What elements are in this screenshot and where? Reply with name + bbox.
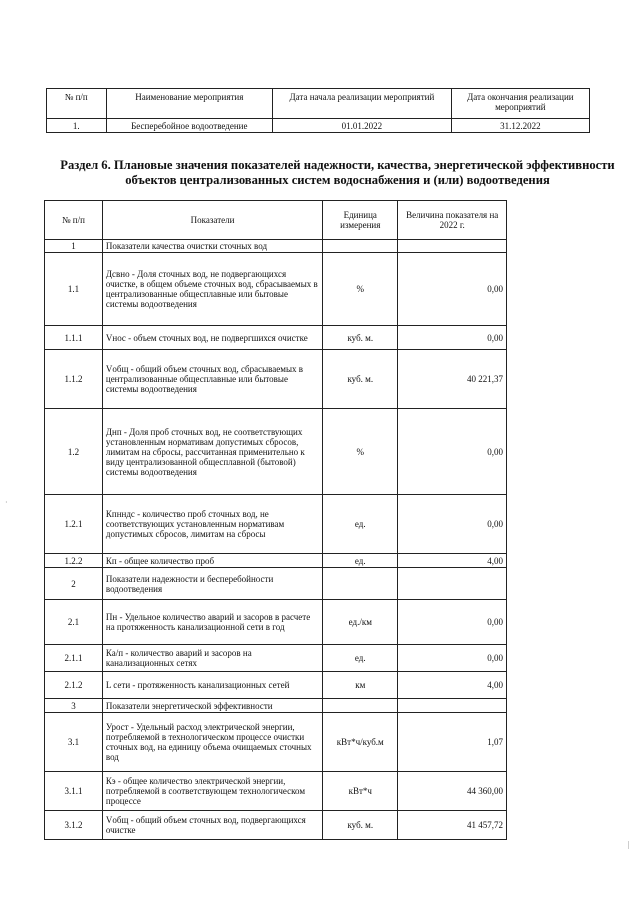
row-number: 2.1.2 (45, 672, 103, 699)
row-number: 1.2.2 (45, 554, 103, 568)
header-cell: Единица измерения (323, 201, 398, 240)
table-row (45, 240, 507, 253)
cell: 1. (47, 119, 107, 133)
value: 0,00 (398, 645, 507, 672)
unit: куб. м. (323, 350, 398, 409)
value: 4,00 (398, 554, 507, 568)
unit: кВт*ч/куб.м (323, 713, 398, 772)
scan-mark: · (5, 498, 8, 507)
row-number: 1.2.1 (45, 495, 103, 554)
row-number: 1.1.2 (45, 350, 103, 409)
row-number: 3.1.1 (45, 772, 103, 811)
row-number: 1.1.1 (45, 326, 103, 350)
unit: ед. (323, 645, 398, 672)
value (398, 240, 507, 253)
indicator-name: Пн - Удельное количество аварий и засоров в расчете на протяженность канализационной сети в год (102, 600, 322, 645)
value (398, 699, 507, 713)
indicator-name: Vнос - объем сточных вод, не подвергшихся очистке (102, 326, 322, 350)
unit: кВт*ч (323, 772, 398, 811)
table-row (45, 600, 507, 645)
indicators-table (44, 200, 507, 840)
row-number: 2.1 (45, 600, 103, 645)
indicator-name: L сети - протяженность канализационных сетей (102, 672, 322, 699)
table-row (45, 699, 507, 713)
table-row (45, 495, 507, 554)
row-number: 1.1 (45, 253, 103, 326)
indicator-name: Кэ - общее количество электрической энергии, потребляемой в соответствующем технологическом процессе (102, 772, 322, 811)
table-row (45, 568, 507, 600)
section-title-line: объектов централизованных систем водоснабжения и (или) водоотведения (125, 173, 550, 187)
section-title (50, 158, 625, 188)
indicator-name: Vобщ - общий объем сточных вод, подвергающихся очистке (102, 811, 322, 840)
unit: % (323, 253, 398, 326)
header-cell: Показатели (102, 201, 322, 240)
cell: Бесперебойное водоотведение (106, 119, 273, 133)
header-cell: № п/п (47, 89, 107, 119)
table-row (45, 772, 507, 811)
table-row (47, 119, 590, 133)
unit: ед./км (323, 600, 398, 645)
table-row (45, 811, 507, 840)
indicator-name: Дсвно - Доля сточных вод, не подвергающихся очистке, в общем объеме сточных вод, сбрасываемых в централизованные общесплавные или бытовые системы водоотведения (102, 253, 322, 326)
indicators-header-row (45, 201, 507, 240)
value: 1,07 (398, 713, 507, 772)
section-title-line: Раздел 6. Плановые значения показателей надежности, качества, энергетической эффективности (60, 158, 615, 172)
value: 0,00 (398, 326, 507, 350)
row-number: 3 (45, 699, 103, 713)
unit (323, 568, 398, 600)
row-number: 2 (45, 568, 103, 600)
scan-mark: | (628, 840, 630, 849)
table-row (45, 713, 507, 772)
unit: % (323, 409, 398, 495)
cell: 31.12.2022 (451, 119, 589, 133)
header-cell: Величина показателя на 2022 г. (398, 201, 507, 240)
value: 44 360,00 (398, 772, 507, 811)
measures-header-row (47, 89, 590, 119)
table-row (45, 253, 507, 326)
indicator-name: Урост - Удельный расход электрической энергии, потребляемой в технологическом процессе очистки сточных вод, на единицу объема очищаемых сточных вод (102, 713, 322, 772)
unit: куб. м. (323, 811, 398, 840)
value: 41 457,72 (398, 811, 507, 840)
measures-table (46, 88, 590, 133)
row-number: 3.1 (45, 713, 103, 772)
indicator-name: Ка/п - количество аварий и засоров на канализационных сетях (102, 645, 322, 672)
table-row (45, 554, 507, 568)
value: 0,00 (398, 600, 507, 645)
row-number: 1 (45, 240, 103, 253)
unit: ед. (323, 495, 398, 554)
value: 0,00 (398, 253, 507, 326)
indicator-name: Кп - общее количество проб (102, 554, 322, 568)
row-number: 2.1.1 (45, 645, 103, 672)
table-row (45, 672, 507, 699)
indicator-name: Показатели надежности и бесперебойности водоотведения (102, 568, 322, 600)
table-row (45, 409, 507, 495)
value (398, 568, 507, 600)
indicator-name: Кпнндс - количество проб сточных вод, не соответствующих установленным нормативам допустимых сбросов, лимитам на сбросы (102, 495, 322, 554)
indicator-name: Vобщ - общий объем сточных вод, сбрасываемых в централизованные общесплавные или бытовые системы водоотведения (102, 350, 322, 409)
row-number: 1.2 (45, 409, 103, 495)
table-row (45, 326, 507, 350)
row-number: 3.1.2 (45, 811, 103, 840)
header-cell: Наименование мероприятия (106, 89, 273, 119)
header-cell: Дата окончания реализации мероприятий (451, 89, 589, 119)
cell: 01.01.2022 (273, 119, 452, 133)
unit: км (323, 672, 398, 699)
indicator-name: Показатели энергетической эффективности (102, 699, 322, 713)
unit (323, 240, 398, 253)
indicator-name: Днп - Доля проб сточных вод, не соответствующих установленным нормативам допустимых сбросов, лимитам на сбросы, рассчитанная применительно к виду централизованной общесплавной (бытовой) системы водоотведения (102, 409, 322, 495)
unit: ед. (323, 554, 398, 568)
table-row (45, 350, 507, 409)
unit (323, 699, 398, 713)
value: 4,00 (398, 672, 507, 699)
value: 40 221,37 (398, 350, 507, 409)
table-row (45, 645, 507, 672)
indicator-name: Показатели качества очистки сточных вод (102, 240, 322, 253)
unit: куб. м. (323, 326, 398, 350)
header-cell: № п/п (45, 201, 103, 240)
header-cell: Дата начала реализации мероприятий (273, 89, 452, 119)
value: 0,00 (398, 495, 507, 554)
value: 0,00 (398, 409, 507, 495)
